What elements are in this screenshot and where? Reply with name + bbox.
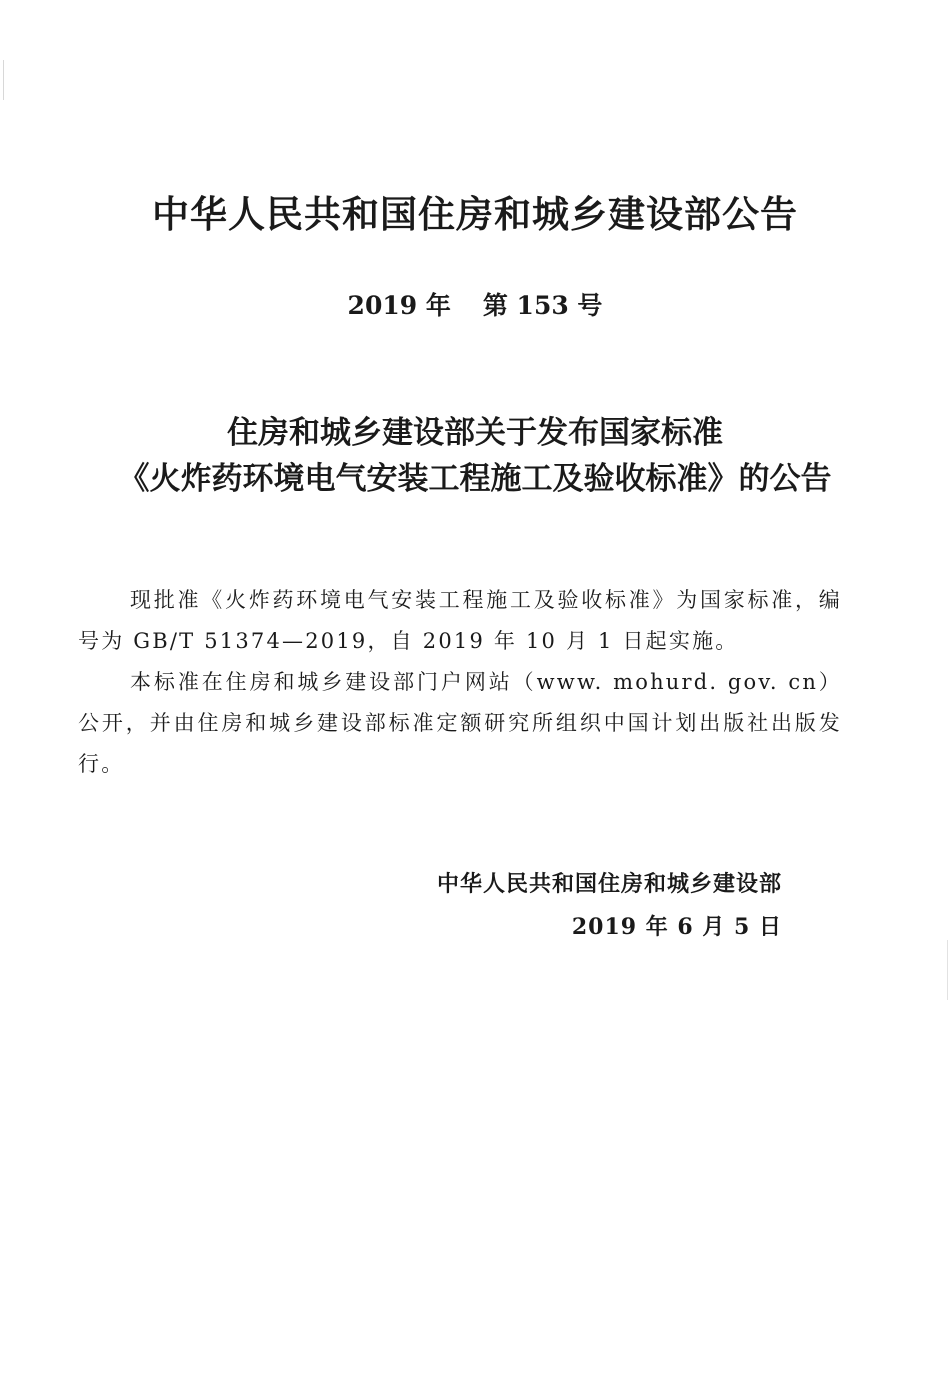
scan-edge-mark bbox=[3, 60, 4, 100]
announcement-body bbox=[78, 580, 842, 785]
body-paragraph-publication: 本标准在住房和城乡建设部门户网站（www. mohurd. gov. cn）公开，并由住房和城乡建设部标准定额研究所组织中国计划出版社出版发行。 bbox=[78, 670, 842, 776]
body-paragraph-approval: 现批准《火炸药环境电气安装工程施工及验收标准》为国家标准，编号为 GB/T 51374—2019，自 2019 年 10 月 1 日起实施。 bbox=[78, 588, 842, 653]
announcement-issue: 第 153 号 bbox=[482, 291, 603, 320]
announcement-year: 2019 年 bbox=[347, 291, 451, 320]
scan-edge-mark-right bbox=[947, 940, 948, 1000]
subject-line-1: 住房和城乡建设部关于发布国家标准 bbox=[227, 415, 723, 451]
announcement-subject bbox=[0, 410, 950, 502]
announcement-number bbox=[0, 288, 950, 324]
ministry-announcement-title: 中华人民共和国住房和城乡建设部公告 bbox=[152, 193, 798, 236]
issuer-name: 中华人民共和国住房和城乡建设部 bbox=[436, 872, 782, 897]
issue-date: 2019 年 6 月 5 日 bbox=[571, 914, 782, 940]
subject-line-2: 《火炸药环境电气安装工程施工及验收标准》的公告 bbox=[118, 461, 832, 497]
signature-block bbox=[437, 864, 782, 948]
